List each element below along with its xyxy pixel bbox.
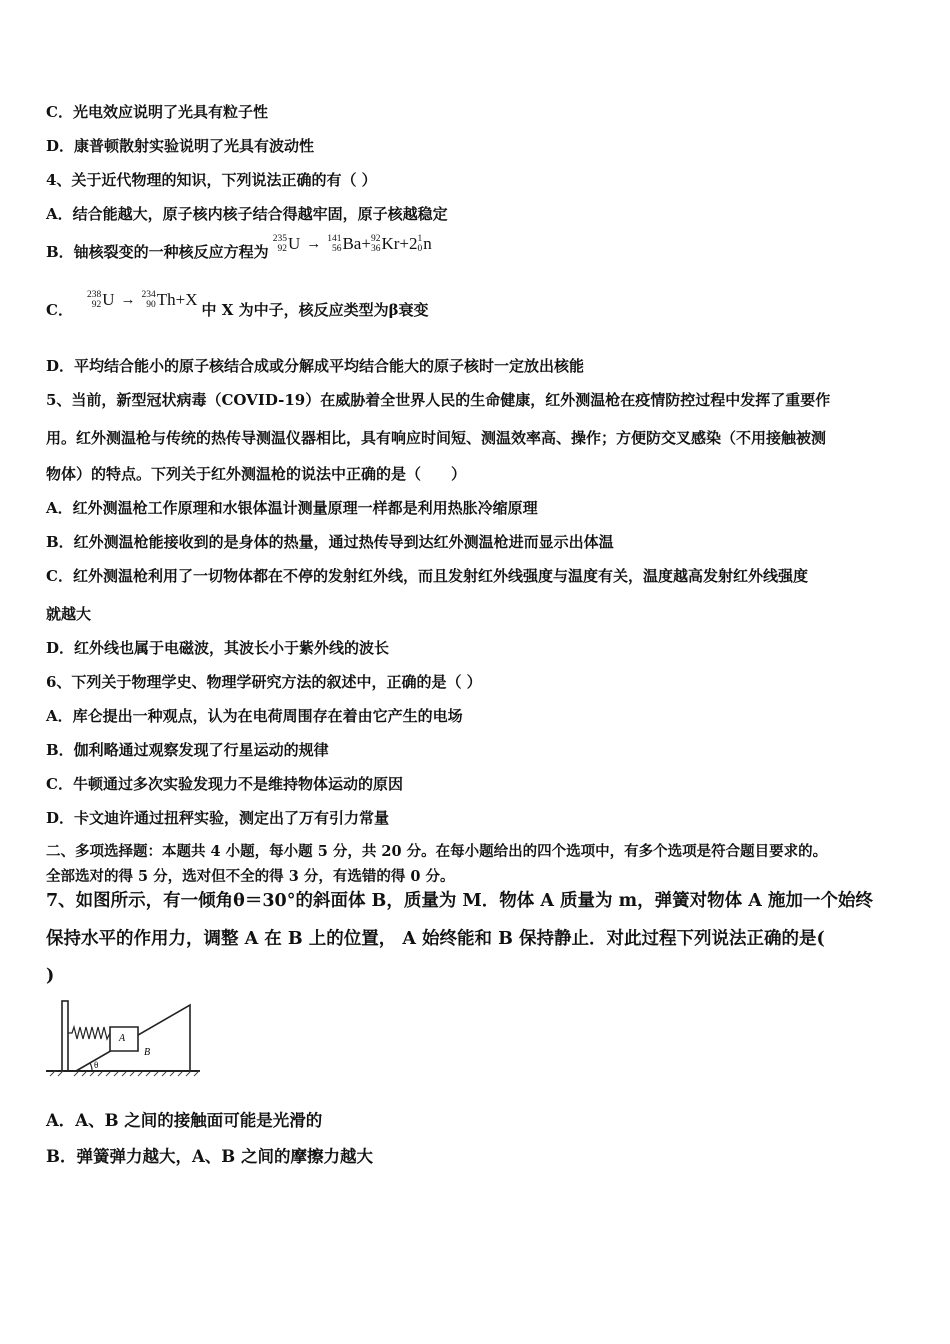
q4b-text: B．铀核裂变的一种核反应方程为: [46, 243, 269, 261]
question-5-line-3: 物体）的特点。下列关于红外测温枪的说法中正确的是（ ）: [46, 465, 467, 483]
u238-script: [87, 290, 101, 310]
arrow-icon: →: [120, 292, 136, 308]
u238-mass: 238: [86, 290, 102, 300]
q4c-prefix: C．: [46, 301, 73, 319]
question-5-line-2: 用。红外测温枪与传统的热传导测温仪器相比，具有响应时间短、测温效率高、操作；方便防交叉感染（不用接触被测: [46, 429, 827, 447]
q6-option-b: B．伽利略通过观察发现了行星运动的规律: [46, 741, 329, 759]
question-5-line-1: 5、当前，新型冠状病毒（COVID-19）在威胁着全世界人民的生命健康，红外测温枪在疫情防控过程中发挥了重要作: [46, 391, 831, 409]
question-7-line-3: ): [46, 966, 55, 986]
label-b: B: [144, 1047, 151, 1058]
fission-equation: [273, 234, 432, 254]
neutron-mass: 1: [417, 234, 423, 244]
q4-option-c: [46, 290, 429, 320]
q5-option-c-line-2: 就越大: [46, 605, 92, 623]
neutron-symbol: n: [423, 234, 432, 253]
q4c-suffix: 中 X 为中子，核反应类型为β衰变: [201, 301, 429, 319]
q6-option-c: C．牛顿通过多次实验发现力不是维持物体运动的原因: [46, 775, 403, 793]
u235-mass: 235: [272, 234, 287, 244]
q6-option-a: A．库仑提出一种观点，认为在电荷周围存在着由它产生的电场: [46, 707, 463, 725]
section-2-header-line-2: 全部选对的得 5 分，选对但不全的得 3 分，有选错的得 0 分。: [46, 868, 455, 885]
ba141-z: 56: [331, 244, 342, 254]
label-a: A: [119, 1033, 126, 1044]
kr92-mass: 92: [370, 234, 381, 244]
q4-option-d: D．平均结合能小的原子核结合成或分解成平均结合能大的原子核时一定放出核能: [46, 357, 585, 375]
ba141-symbol: Ba+: [342, 234, 371, 253]
question-7-line-2: 保持水平的作用力，调整 A 在 B 上的位置， A 始终能和 B 保持静止．对此过程下列说法正确的是(: [46, 929, 825, 949]
kr92-script: [371, 234, 381, 254]
kr92-z: 36: [370, 244, 381, 254]
incline-spring-figure: [44, 997, 204, 1083]
spring: [68, 1027, 110, 1039]
wall: [62, 1001, 68, 1071]
q7-option-b: B．弹簧弹力越大，A、B 之间的摩擦力越大: [46, 1147, 373, 1166]
u235-script: [273, 234, 287, 254]
th234-symbol: Th+X: [156, 290, 198, 309]
q6-option-d: D．卡文迪许通过扭秤实验，测定出了万有引力常量: [46, 809, 390, 827]
kr92-symbol: Kr+2: [381, 234, 418, 253]
question-7-line-1: 7、如图所示，有一倾角θ＝30°的斜面体 B，质量为 M．物体 A 质量为 m，弹簧对物体 A 施加一个始终: [46, 891, 873, 911]
q5-option-d: D．红外线也属于电磁波，其波长小于紫外线的波长: [46, 639, 390, 657]
th234-script: [141, 290, 155, 310]
th234-mass: 234: [141, 290, 156, 300]
label-theta: θ: [94, 1060, 99, 1070]
incline-diagram: [44, 997, 204, 1079]
section-2-header-line-1: 二、多项选择题：本题共 4 小题，每小题 5 分，共 20 分。在每小题给出的四个选项中，有多个选项是符合题目要求的。: [46, 843, 828, 860]
q5-option-a: A．红外测温枪工作原理和水银体温计测量原理一样都是利用热胀冷缩原理: [46, 499, 538, 517]
decay-equation: [87, 290, 198, 310]
angle-arc: [90, 1063, 92, 1071]
neutron-z: 0: [417, 244, 423, 254]
neutron-script: [417, 234, 422, 254]
arrow-icon: →: [306, 236, 322, 252]
u235-z: 92: [277, 244, 287, 254]
question-6: 6、下列关于物理学史、物理学研究方法的叙述中，正确的是（ ）: [46, 673, 482, 691]
question-4: 4、关于近代物理的知识，下列说法正确的有（ ）: [46, 171, 377, 189]
u235-symbol: U: [287, 234, 301, 253]
q4-option-a: A．结合能越大，原子核内核子结合得越牢固，原子核越稳定: [46, 205, 448, 223]
ba141-mass: 141: [327, 234, 342, 244]
q4-option-b: [46, 234, 432, 264]
q5-option-c-line-1: C．红外测温枪利用了一切物体都在不停的发射红外线，而且发射红外线强度与温度有关，温度越高发射红外线强度: [46, 567, 808, 585]
line-c-photoelectric: C．光电效应说明了光具有粒子性: [46, 103, 268, 121]
line-d-compton: D．康普顿散射实验说明了光具有波动性: [46, 137, 315, 155]
u238-symbol: U: [102, 290, 115, 309]
th234-z: 90: [146, 300, 156, 310]
ba141-script: [327, 234, 341, 254]
u238-z: 92: [91, 300, 102, 310]
q7-option-a: A．A、B 之间的接触面可能是光滑的: [46, 1111, 323, 1130]
q5-option-b: B．红外测温枪能接收到的是身体的热量，通过热传导到达红外测温枪进而显示出体温: [46, 533, 614, 551]
